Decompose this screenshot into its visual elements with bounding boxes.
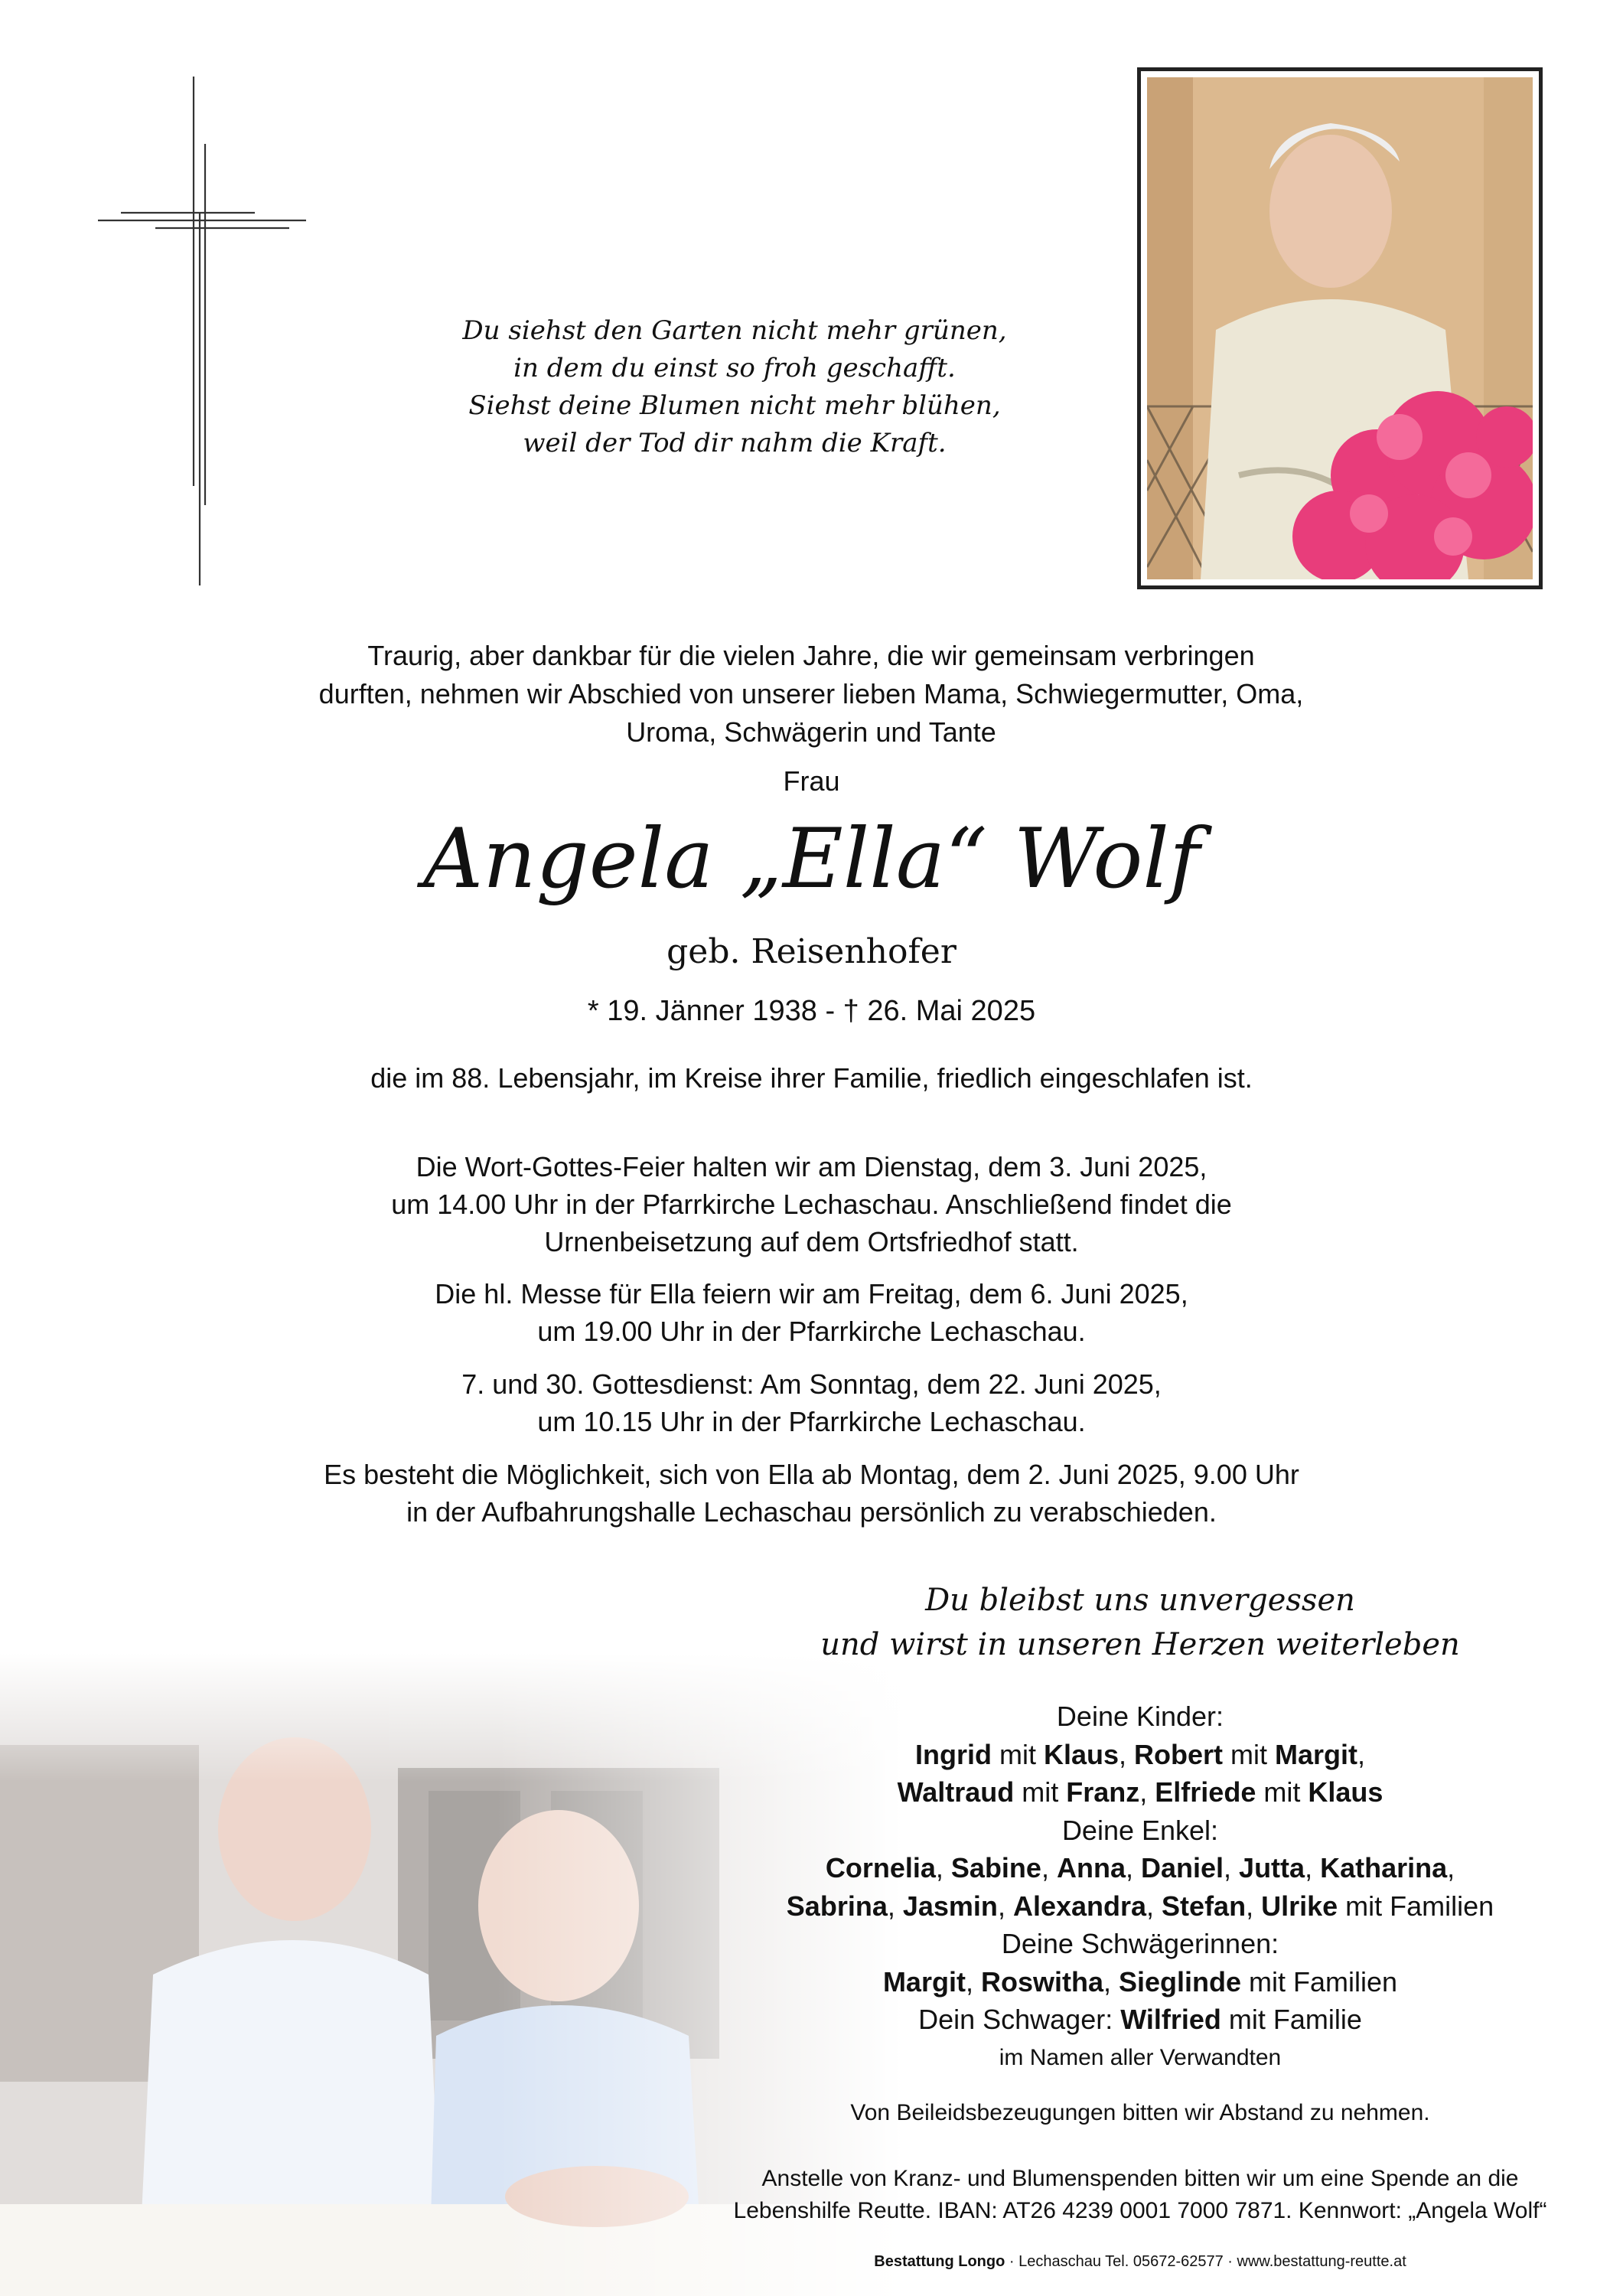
family-line: [719, 1963, 1561, 2001]
service-block: [0, 1365, 1623, 1440]
service-line: um 14.00 Uhr in der Pfarrkirche Lechaschau. Anschließend findet die: [391, 1189, 1232, 1220]
family-text: Dein Schwager:: [918, 2004, 1121, 2035]
family-name: Anna: [1056, 1852, 1126, 1883]
poem-line: weil der Tod dir nahm die Kraft.: [523, 428, 947, 458]
family-name: Elfriede: [1155, 1776, 1256, 1808]
family-line: [719, 1887, 1561, 1926]
family-text: mit: [1256, 1776, 1309, 1808]
life-dates: * 19. Jänner 1938 - † 26. Mai 2025: [587, 995, 1036, 1027]
portrait-image: [1147, 77, 1533, 579]
family-text: ,: [1246, 1890, 1262, 1922]
service-line: um 19.00 Uhr in der Pfarrkirche Lechaschau.: [537, 1316, 1086, 1347]
salutation: Frau: [783, 765, 840, 797]
kinder-label: Deine Kinder:: [1056, 1701, 1224, 1732]
family-name: Daniel: [1140, 1852, 1224, 1883]
family-name: Alexandra: [1012, 1890, 1147, 1922]
service-line: Die Wort-Gottes-Feier halten wir am Dienstag, dem 3. Juni 2025,: [416, 1151, 1207, 1182]
service-line: in der Aufbahrungshalle Lechaschau persönlich zu verabschieden.: [406, 1496, 1217, 1528]
donation-line: Anstelle von Kranz- und Blumenspenden bitten wir um eine Spende an die: [761, 2166, 1519, 2191]
family-name: Sabine: [950, 1852, 1041, 1883]
poem-line: in dem du einst so froh geschafft.: [513, 353, 956, 383]
family-text: ,: [1041, 1852, 1057, 1883]
family-text: ,: [1305, 1852, 1321, 1883]
family-text: mit Familien: [1338, 1890, 1494, 1922]
intro-text: [153, 637, 1469, 752]
service-line: Die hl. Messe für Ella feiern wir am Freitag, dem 6. Juni 2025,: [435, 1278, 1188, 1309]
family-name: Sabrina: [786, 1890, 888, 1922]
family-name: Roswitha: [980, 1965, 1103, 1998]
service-line: Es besteht die Möglichkeit, sich von Ella ab Montag, dem 2. Juni 2025, 9.00 Uhr: [324, 1459, 1299, 1490]
closing-text: [811, 1578, 1469, 1667]
family-name: Cornelia: [825, 1852, 936, 1883]
family-name: Jutta: [1239, 1852, 1305, 1883]
family-text: mit: [1223, 1738, 1276, 1770]
donation-line: Lebenshilfe Reutte. IBAN: AT26 4239 0001 7000 7871. Kennwort: „Angela Wolf“: [733, 2198, 1547, 2223]
birth-name: geb. Reisenhofer: [666, 932, 957, 971]
family-line: [719, 1736, 1561, 1774]
family-name: Franz: [1066, 1776, 1140, 1808]
family-text: mit: [1014, 1776, 1067, 1808]
family-name: Ingrid: [914, 1738, 992, 1770]
intro-line: Uroma, Schwägerin und Tante: [626, 716, 996, 748]
family-text: ,: [965, 1965, 981, 1998]
family-name: Katharina: [1320, 1852, 1448, 1883]
family-list: [719, 1698, 1561, 2076]
family-text: mit Familie: [1221, 2004, 1362, 2035]
family-text: ,: [935, 1852, 951, 1883]
family-text: ,: [997, 1890, 1013, 1922]
poem-line: Siehst deine Blumen nicht mehr blühen,: [468, 390, 1001, 421]
family-name: Margit: [882, 1965, 966, 1998]
family-text: ,: [1357, 1738, 1366, 1770]
cross-icon: [98, 77, 306, 585]
family-text: ,: [887, 1890, 903, 1922]
footer: [719, 2253, 1561, 2271]
passing-text: die im 88. Lebensjahr, im Kreise ihrer Familie, friedlich eingeschlafen ist.: [370, 1062, 1253, 1094]
family-text: ,: [1224, 1852, 1240, 1883]
intro-line: Traurig, aber dankbar für die vielen Jahre, die wir gemeinsam verbringen: [367, 640, 1255, 671]
footer-contact: · Lechaschau Tel. 05672-62577 · www.bestattung-reutte.at: [1005, 2253, 1406, 2270]
family-name: Klaus: [1043, 1738, 1119, 1770]
family-text: ,: [1103, 1965, 1119, 1998]
service-block: [0, 1148, 1623, 1261]
family-name: Margit: [1275, 1738, 1358, 1770]
service-line: Urnenbeisetzung auf dem Ortsfriedhof statt.: [544, 1226, 1079, 1257]
verwandte-line: im Namen aller Verwandten: [999, 2044, 1282, 2070]
family-line: [719, 1773, 1561, 1812]
closing-line: Du bleibst uns unvergessen: [925, 1583, 1355, 1618]
family-name: Klaus: [1308, 1776, 1383, 1808]
family-text: ,: [1146, 1890, 1162, 1922]
family-line: [719, 1849, 1561, 1887]
family-name: Robert: [1134, 1738, 1224, 1770]
service-block: [0, 1456, 1623, 1531]
family-name: Waltraud: [897, 1776, 1015, 1808]
family-text: mit Familien: [1241, 1965, 1398, 1998]
footer-company: Bestattung Longo: [874, 2253, 1005, 2270]
family-name: Ulrike: [1261, 1890, 1338, 1922]
family-text: ,: [1139, 1776, 1155, 1808]
service-line: um 10.15 Uhr in der Pfarrkirche Lechaschau.: [537, 1406, 1086, 1437]
condolence-note: Von Beileidsbezeugungen bitten wir Abstand zu nehmen.: [850, 2100, 1430, 2125]
poem: [429, 312, 1041, 462]
family-name: Jasmin: [902, 1890, 998, 1922]
family-name: Wilfried: [1120, 2004, 1221, 2035]
family-text: ,: [1125, 1852, 1141, 1883]
family-text: mit: [991, 1738, 1044, 1770]
family-name: Sieglinde: [1118, 1965, 1242, 1998]
donation-note: [658, 2163, 1622, 2227]
family-text: ,: [1447, 1852, 1455, 1883]
closing-line: und wirst in unseren Herzen weiterleben: [820, 1627, 1460, 1662]
intro-line: durften, nehmen wir Abschied von unserer lieben Mama, Schwiegermutter, Oma,: [318, 678, 1304, 709]
poem-line: Du siehst den Garten nicht mehr grünen,: [462, 315, 1007, 346]
family-line: [719, 2001, 1561, 2039]
family-name: Stefan: [1162, 1890, 1247, 1922]
service-line: 7. und 30. Gottesdienst: Am Sonntag, dem 22. Juni 2025,: [461, 1368, 1162, 1400]
family-text: ,: [1119, 1738, 1135, 1770]
deceased-name: Angela „Ella“ Wolf: [423, 811, 1200, 907]
service-block: [0, 1275, 1623, 1350]
schwaegerinnen-label: Deine Schwägerinnen:: [1001, 1928, 1279, 1959]
portrait-photo: [1137, 67, 1543, 589]
enkel-label: Deine Enkel:: [1061, 1814, 1219, 1846]
